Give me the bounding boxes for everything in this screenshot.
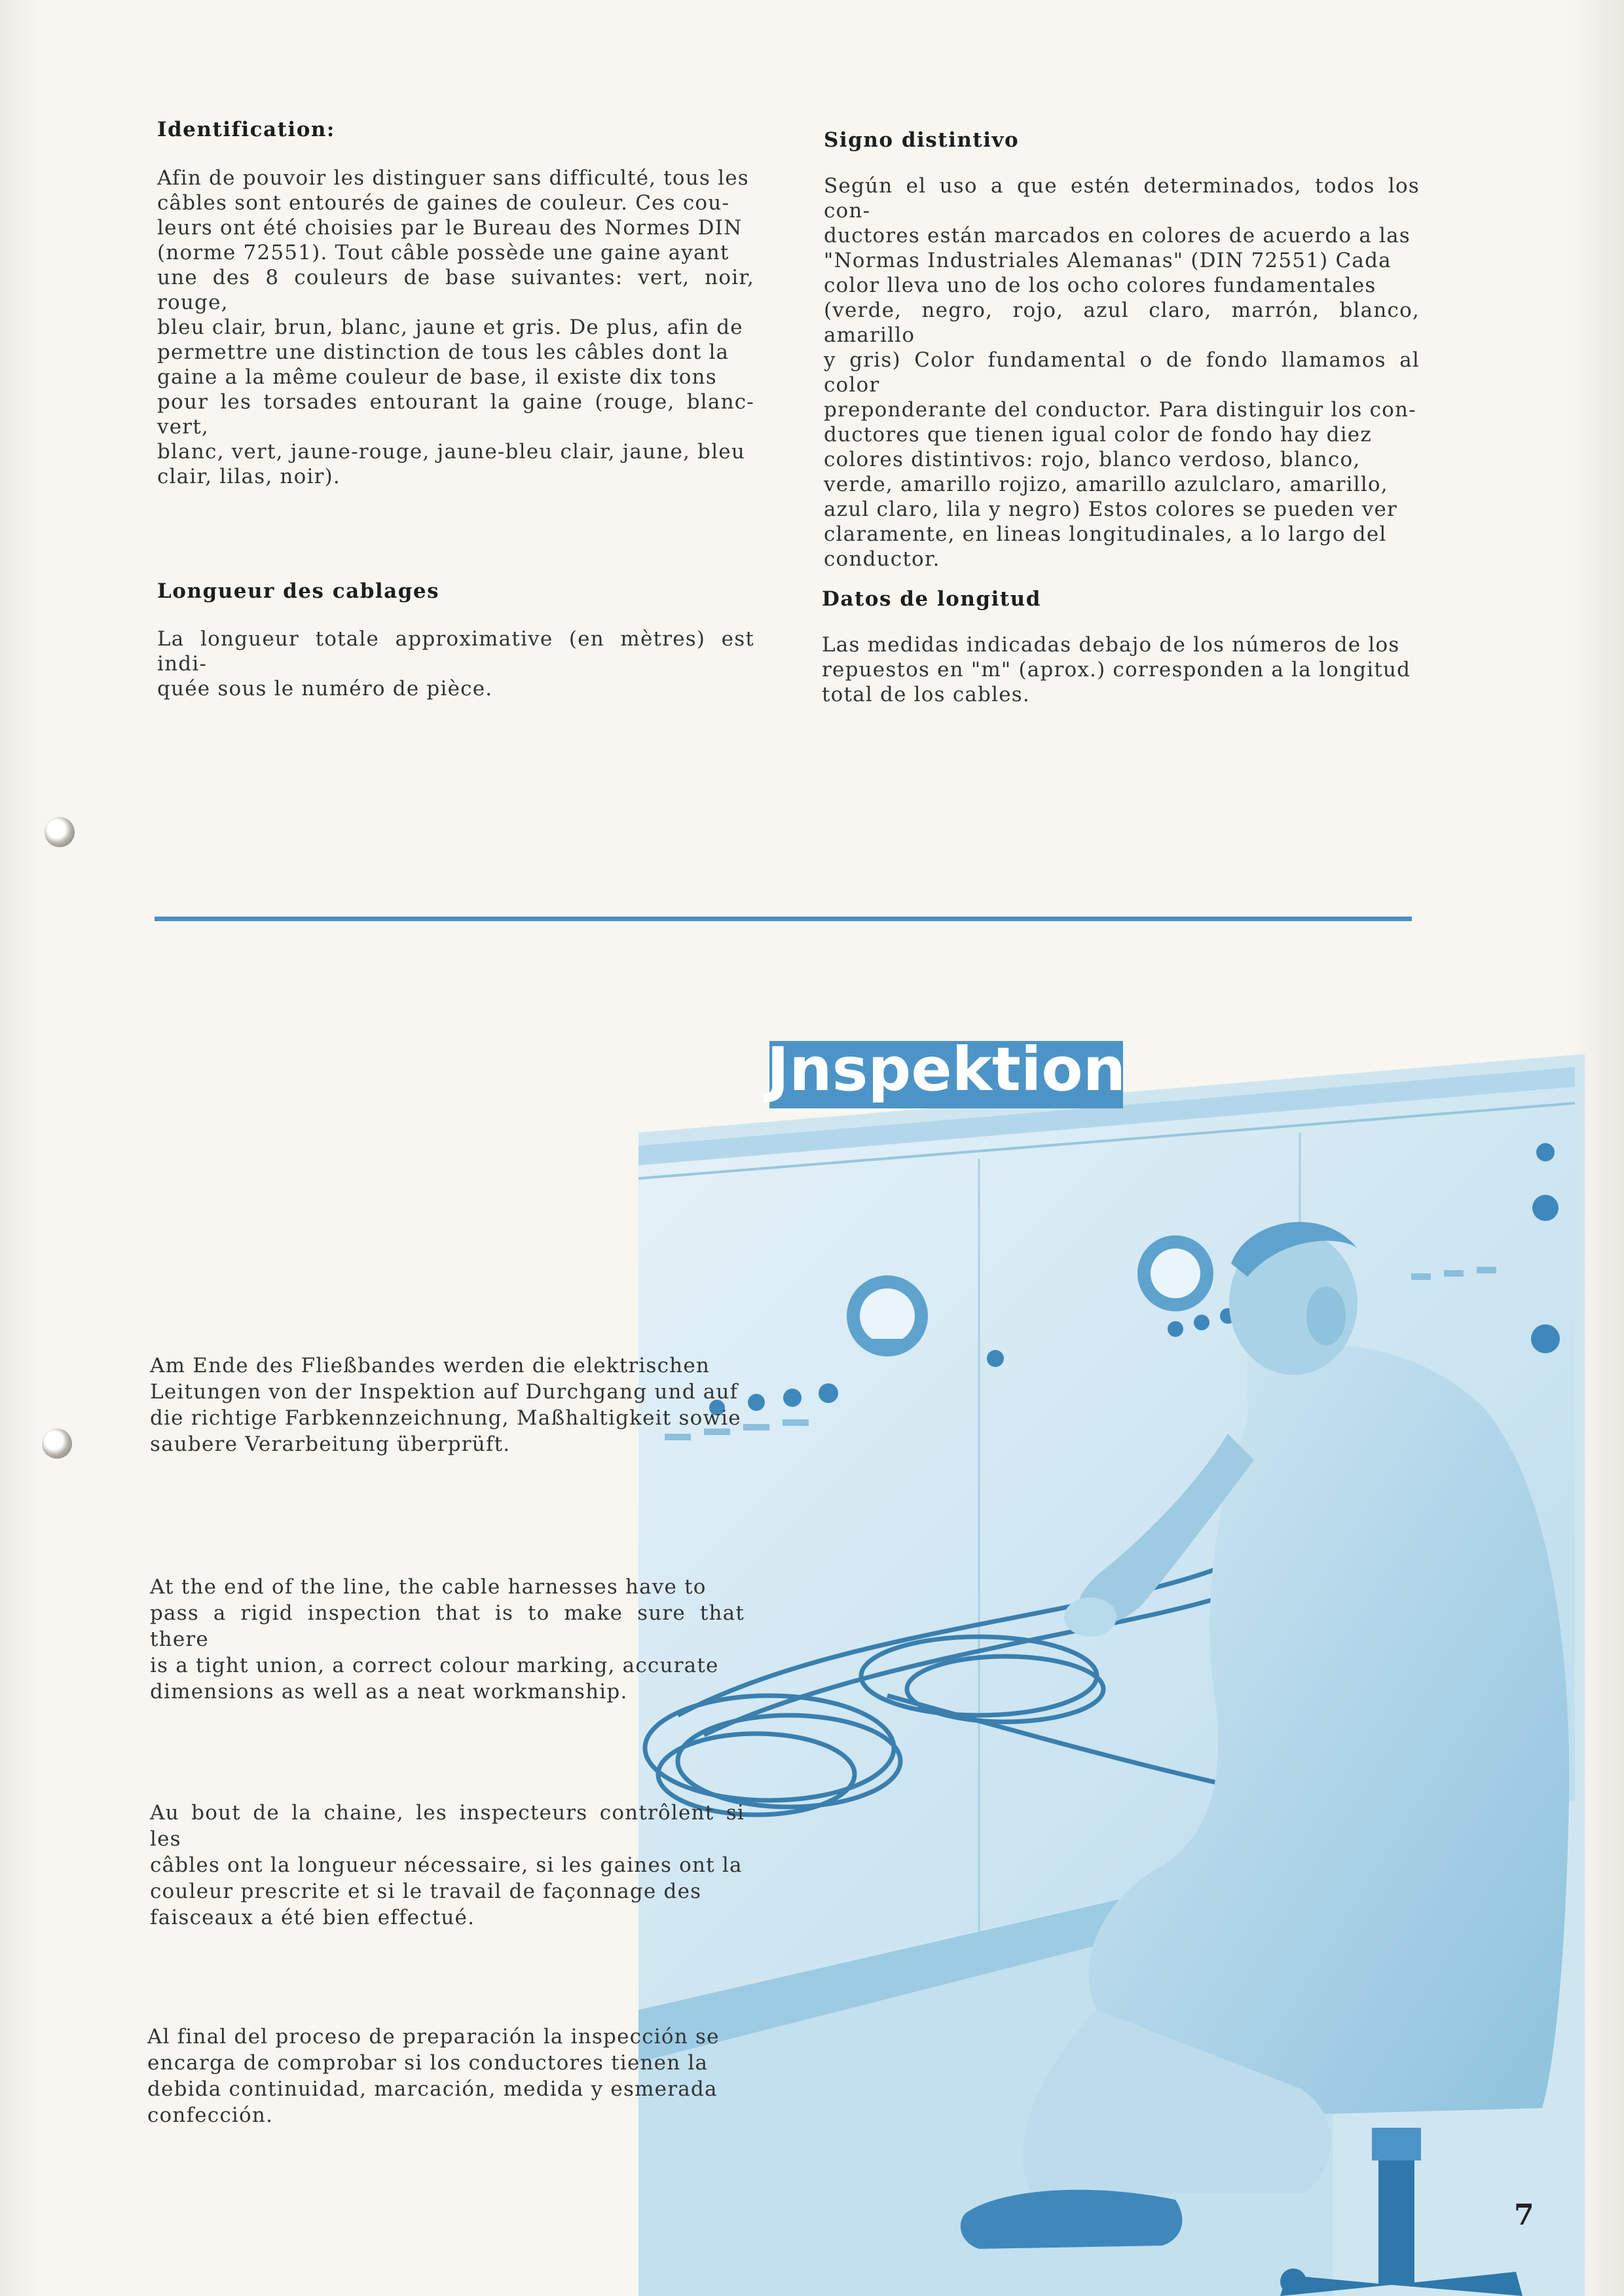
binder-hole-middle [42,1429,72,1459]
identification-text: Afin de pouvoir les distinguer sans difficulté, tous les câbles sont entourés de gaines de couleur. Ces cou- leurs ont été choisies par le Bureau des Normes DIN (norme 72551). Tout câble possède une gaine ayant une des 8 couleurs de base suivantes: vert, noir, rouge, bleu clair, brun, blanc, jaune et gris. De plus, afin de permettre une distinction de tous les câbles dont la gaine a la même couleur de base, il existe dix tons pour les torsades entourant la gaine (rouge, blanc-vert, blanc, vert, jaune-rouge, jaune-bleu clair, jaune, bleu clair, lilas, noir). [157,166,754,488]
panel-dial-right [1137,1235,1213,1311]
panel-dial-left [847,1275,928,1357]
binder-hole-top [45,817,75,847]
datos-text: Las medidas indicadas debajo de los números de los repuestos en "m" (aprox.) corresponden a la longitud total de los cables. [822,633,1411,706]
caption-german: Am Ende des Fließbandes werden die elektrischen Leitungen von der Inspektion auf Durchgang und auf die richtige Farbkennzeichnung, Maßhaltigkeit sowie saubere Verarbeitung überprüft. [150,1354,741,1456]
inspektion-sign [763,1041,1126,1108]
datos-heading: Datos de longitud [822,587,1041,611]
page-number: 7 [1514,2198,1534,2232]
caption-english: At the end of the line, the cable harnesses have to pass a rigid inspection that is to make sure that there is a tight union, a correct colour marking, accurate dimensions as well as a neat workmanship. [150,1575,745,1704]
caption-spanish: Al final del proceso de preparación la inspección se encarga de comprobar si los conductores tienen la debida continuidad, marcación, medida y esmerada confección. [147,2025,720,2127]
signo-text: Según el uso a que estén determinados, todos los con- ductores están marcados en colores de acuerdo a las "Normas Industriales Alemanas" (DIN 72551) Cada color lleva uno de los ocho colores fundamentales (verde, negro, rojo, azul claro, marrón, blanco, amarillo y gris) Color fundamental o de fondo llamamos al color preponderante del conductor. Para distinguir los con- ductores que tienen igual color de fondo hay diez colores distintivos: rojo, blanco verdoso, blanco, verde, amarillo rojizo, amarillo azulclaro, amarillo, azul claro, lila y negro) Estos colores se pueden ver claramente, en lineas longitudinales, a lo largo del conductor. [824,174,1420,571]
inspektion-sign-label: Jnspektion [766,1041,1126,1104]
inspection-photo [638,1041,1585,2296]
section-divider [155,917,1412,921]
caption-french: Au bout de la chaine, les inspecteurs contrôlent si les câbles ont la longueur nécessaire, si les gaines ont la couleur prescrite et si le travail de façonnage des faisceaux a été bien effectué. [150,1801,745,1929]
length-heading: Longueur des cablages [157,579,440,603]
identification-heading: Identification: [157,118,335,141]
length-text: La longueur totale approximative (en mètres) est indi- quée sous le numéro de pièce. [157,627,754,701]
signo-heading: Signo distintivo [824,128,1020,152]
